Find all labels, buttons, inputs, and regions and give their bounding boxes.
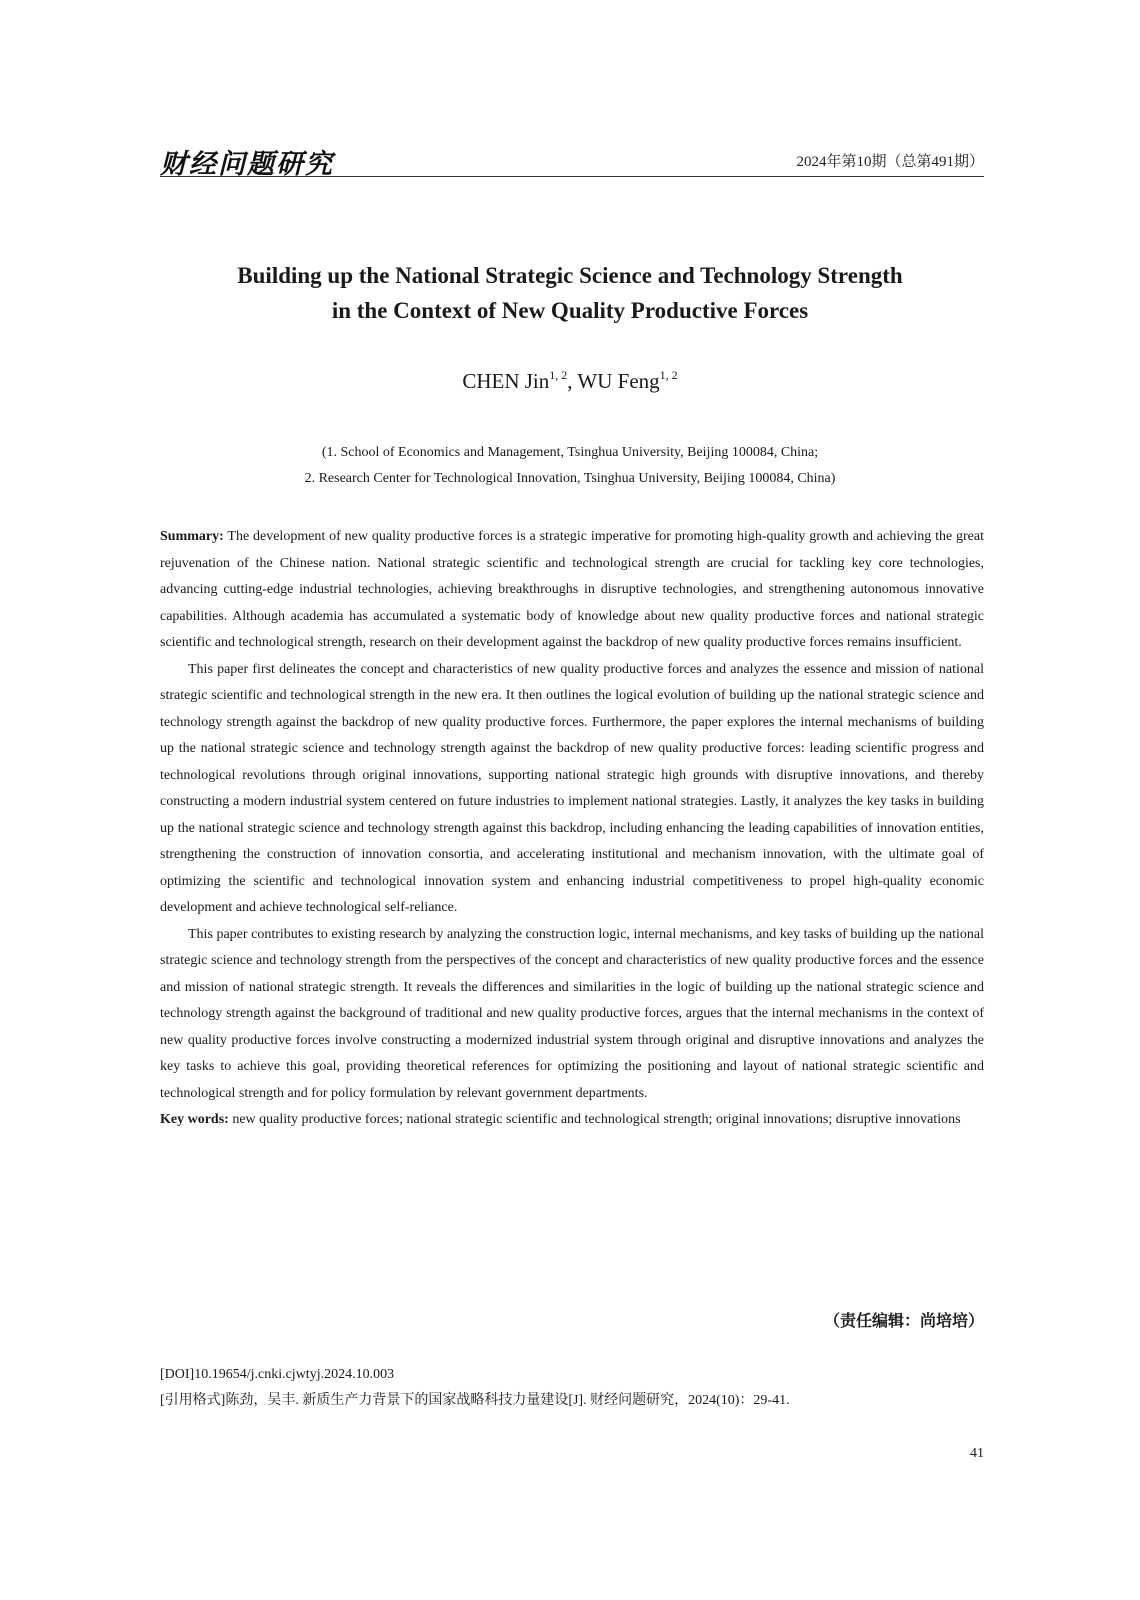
summary-text: The development of new quality productive forces is a strategic imperative for promoting high-quality growth and achieving the great rejuvenation of the Chinese nation. National strategic scientific and technological strength are crucial for tackling key core technologies, advancing cutting-edge industrial technologies, achieving breakthroughs in disruptive technologies, and strengthening autonomous innovative capabilities. Although academia has accumulated a systematic body of knowledge about new quality productive forces and national strategic scientific and technological strength, research on their development against the backdrop of new quality productive forces remains insufficient.: [160, 529, 985, 650]
summary-paragraph: This paper first delineates the concept and characteristics of new quality productive forces and analyzes the essence and mission of national strategic scientific and technological strength in the new era. It then outlines the logical evolution of building up the national strategic science and technology strength against the backdrop of new quality productive forces. Furthermore, the paper explores the internal mechanisms of building up the national strategic science and technology strength against the backdrop of new quality productive forces: leading scientific progress and technological revolutions through original innovations, supporting national strategic high grounds with disruptive innovations, and thereby constructing a modern industrial system centered on future industries to implement national strategies. Lastly, it analyzes the key tasks in building up the national strategic science and technology strength against this backdrop, including enhancing the leading capabilities of innovation entities, strengthening the construction of innovation consortia, and accelerating institutional and mechanism innovation, with the ultimate goal of optimizing the scientific and technological innovation system and enhancing industrial competitiveness to propel high-quality economic development and achieve technological self-reliance.: [160, 661, 984, 915]
abstract-section: [160, 524, 984, 1134]
summary-paragraph: This paper contributes to existing research by analyzing the construction logic, internal mechanisms, and key tasks of building up the national strategic science and technology strength from the perspectives of the concept and characteristics of new quality productive forces and the essence and mission of national strategic strength. It reveals the differences and similarities in the logic of building up the national strategic science and technology strength against the background of traditional and new quality productive forces, argues that the internal mechanisms in the context of new quality productive forces involve constructing a modernized industrial system through original and disruptive innovations and analyzes the key tasks to achieve this goal, providing theoretical references for optimizing the positioning and layout of national strategic scientific and technological strength and for policy formulation by relevant government departments.: [160, 926, 984, 1101]
citation-line: [引用格式]陈劲，吴丰. 新质生产力背景下的国家战略科技力量建设[J]. 财经问题研究，2024(10)：29-41.: [160, 1393, 790, 1408]
author-separator: ,: [567, 369, 578, 393]
responsible-editor: （责任编辑：尚培培）: [823, 1311, 984, 1330]
affiliation-line: 2. Research Center for Technological Innovation, Tsinghua University, Beijing 100084, China): [304, 471, 836, 486]
summary-paragraph: [160, 524, 984, 657]
author-affiliation-marker: 1, 2: [659, 368, 678, 382]
title-line-2: in the Context of New Quality Productive Forces: [331, 298, 809, 323]
keywords-label: Key words:: [160, 1112, 229, 1127]
doi-line: [DOI]10.19654/j.cnki.cjwtyj.2024.10.003: [160, 1367, 395, 1382]
summary-label: Summary:: [160, 529, 224, 544]
title-line-1: Building up the National Strategic Science and Technology Strength: [237, 263, 903, 288]
page-number: 41: [970, 1446, 984, 1461]
keywords-text: new quality productive forces; national strategic scientific and technological strength; original innovations; disruptive innovations: [232, 1112, 961, 1127]
author-name: WU Feng: [577, 369, 660, 393]
affiliations: [100, 440, 1040, 492]
author-affiliation-marker: 1, 2: [549, 368, 568, 382]
author-list: [0, 368, 1140, 394]
keywords-paragraph: [160, 1107, 984, 1134]
paper-title: [100, 258, 1040, 328]
author-name: CHEN Jin: [462, 369, 550, 393]
journal-logo: 财经问题研究: [160, 149, 334, 180]
affiliation-line: (1. School of Economics and Management, Tsinghua University, Beijing 100084, China;: [321, 445, 819, 460]
reference-info: [160, 1362, 984, 1414]
issue-info: 2024年第10期（总第491期）: [796, 154, 984, 170]
journal-header: [160, 142, 984, 180]
